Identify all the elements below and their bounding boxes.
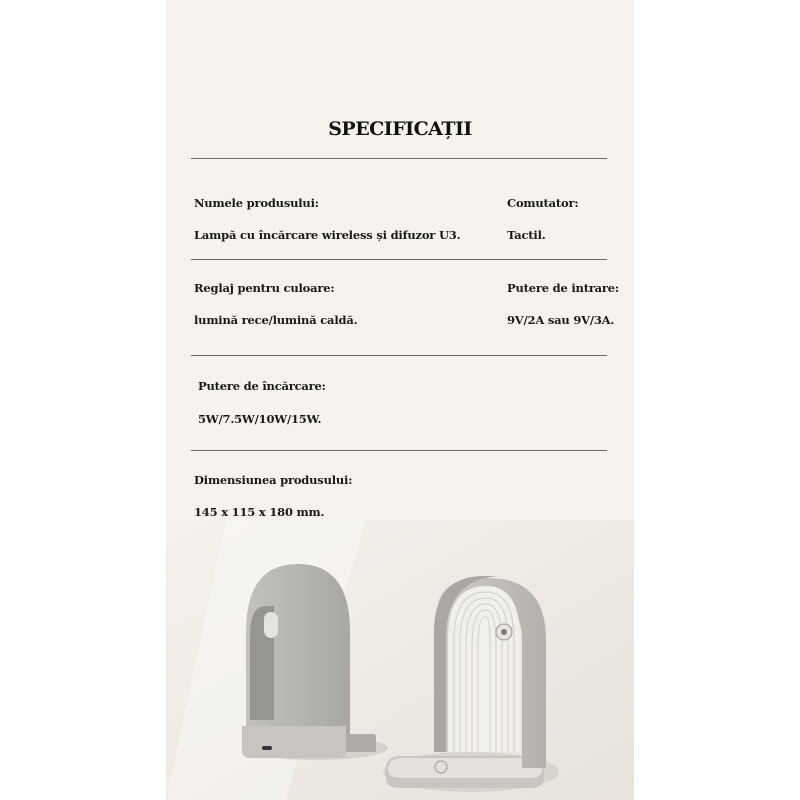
spec-label-charging-power: Putere de încărcare: (198, 379, 326, 393)
divider (191, 259, 607, 260)
spec-label-input-power: Putere de intrare: (507, 281, 619, 295)
spec-label-product-name: Numele produsului: (194, 196, 319, 210)
spec-value-input-power: 9V/2A sau 9V/3A. (507, 313, 615, 327)
spec-value-product-name: Lampă cu încărcare wireless și difuzor U3. (194, 228, 461, 242)
spec-label-switch: Comutator: (507, 196, 579, 210)
spec-panel (166, 0, 634, 800)
spec-label-dimensions: Dimensiunea produsului: (194, 473, 353, 487)
spec-value-switch: Tactil. (507, 228, 546, 242)
spec-value-charging-power: 5W/7.5W/10W/15W. (198, 412, 322, 426)
page-title: SPECIFICAȚII (328, 118, 472, 140)
divider (191, 355, 607, 356)
spec-label-color-adjust: Reglaj pentru culoare: (194, 281, 335, 295)
divider (191, 158, 607, 159)
product-photo (166, 520, 634, 800)
spec-value-dimensions: 145 x 115 x 180 mm. (194, 505, 325, 519)
divider (191, 450, 607, 451)
spec-value-color-adjust: lumină rece/lumină caldă. (194, 313, 358, 327)
